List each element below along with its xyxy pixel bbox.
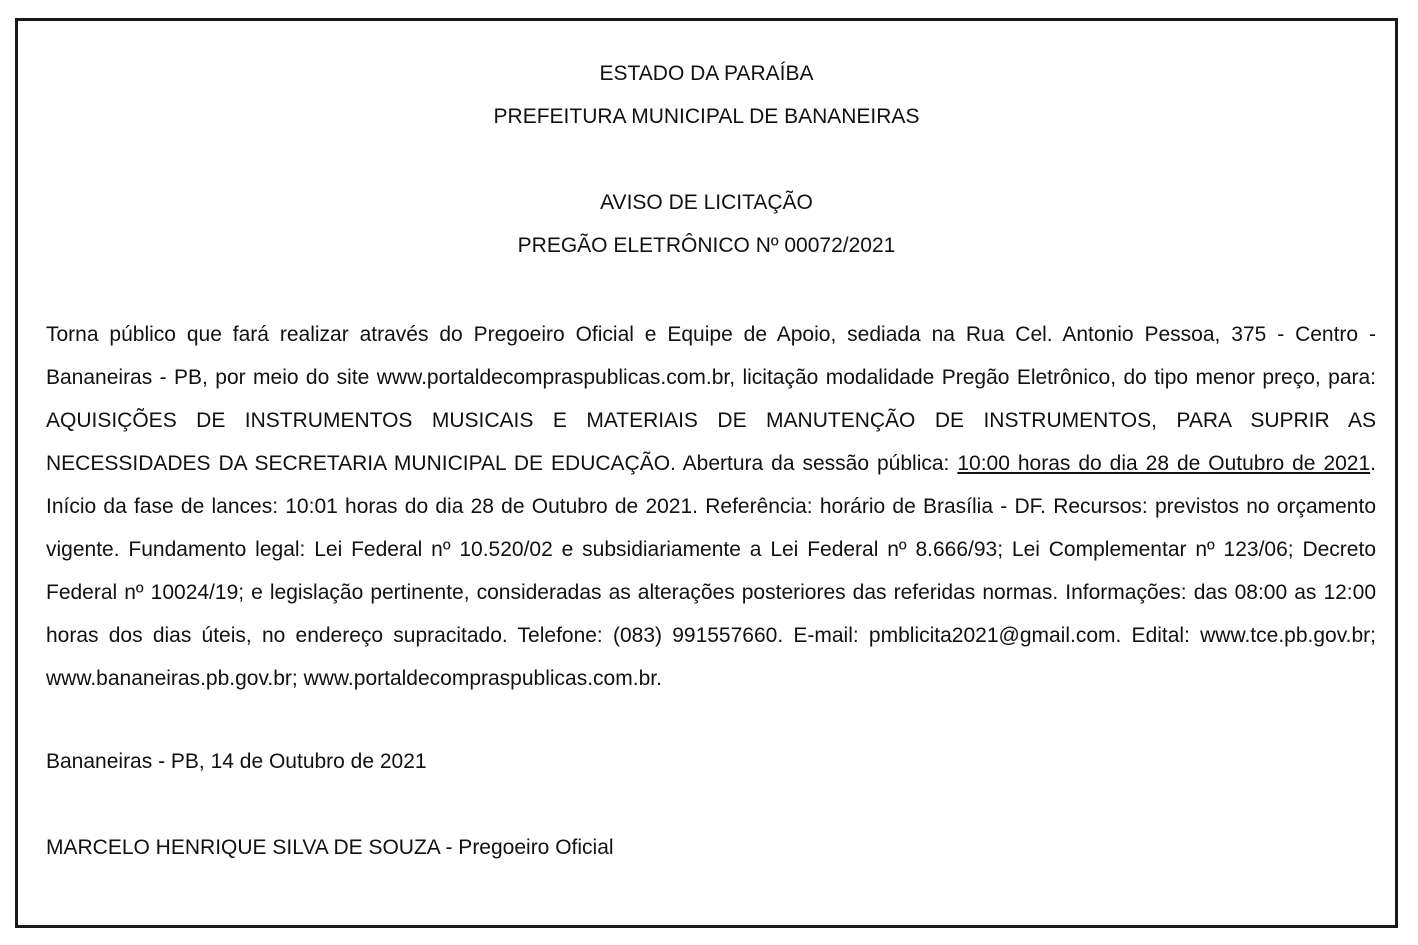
municipality-heading: PREFEITURA MUNICIPAL DE BANANEIRAS (493, 105, 920, 128)
body-text-after: . Início da fase de lances: 10:01 horas do dia 28 de Outubro de 2021. Referência: horário de Brasília - DF. Recursos: previstos no orçamento vigente. Fundamento legal: Lei Federal nº 10.520/02 e subsidiariamente a Lei Federal nº 8.666/93; Lei Complementar nº 123/06; Decreto Federal nº 10024/19; e legislação pertinente, consideradas as alterações posteriores das referidas normas. Informações: das 08:00 as 12:00 horas dos dias úteis, no endereço supracitado. Telefone: (083) 991557660. E-mail: pmblicita2021@gmail.com. Edital: www.tce.pb.gov.br; www.bananeiras.pb.gov.br; www.portaldecompraspublicas.com.br. (46, 452, 1376, 690)
process-number: PREGÃO ELETRÔNICO Nº 00072/2021 (517, 234, 896, 257)
notice-title: AVISO DE LICITAÇÃO (600, 191, 813, 214)
notice-body (46, 313, 1376, 700)
body-text-before: Torna público que fará realizar através do Pregoeiro Oficial e Equipe de Apoio, sediada na Rua Cel. Antonio Pessoa, 375 - Centro - Bananeiras - PB, por meio do site www.portaldecompraspublicas.com.br, licitação modalidade Pregão Eletrônico, do tipo menor preço, para: AQUISIÇÕES DE INSTRUMENTOS MUSICAIS E MATERIAIS DE MANUTENÇÃO DE INSTRUMENTOS, PARA SUPRIR AS NECESSIDADES DA SECRETARIA MUNICIPAL DE EDUCAÇÃO. Abertura da sessão pública: (46, 323, 1376, 475)
opening-datetime: 10:00 horas do dia 28 de Outubro de 2021 (957, 452, 1371, 475)
state-heading: ESTADO DA PARAÍBA (599, 62, 814, 85)
notice-frame (15, 18, 1398, 928)
signatory: MARCELO HENRIQUE SILVA DE SOUZA - Pregoeiro Oficial (46, 836, 614, 859)
place-date: Bananeiras - PB, 14 de Outubro de 2021 (46, 750, 427, 773)
